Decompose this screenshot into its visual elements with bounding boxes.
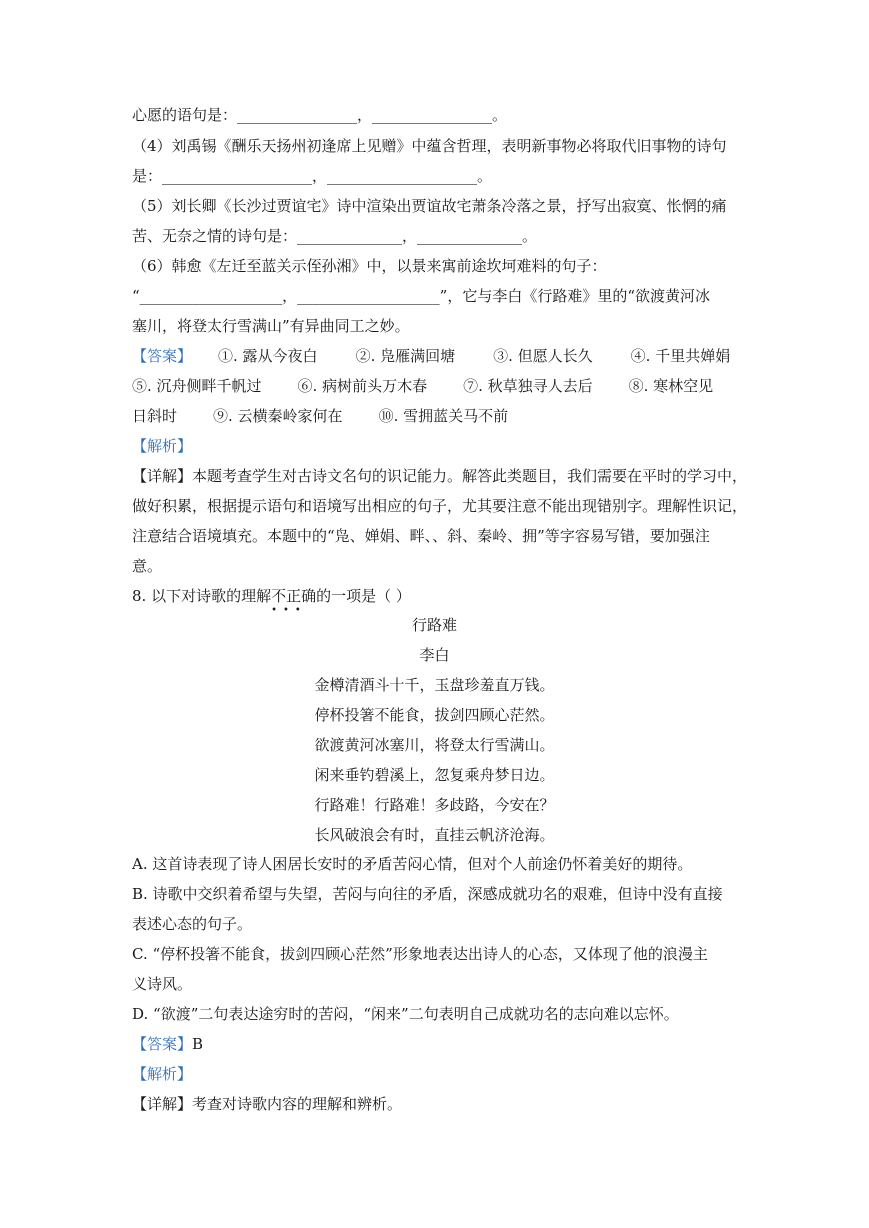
poem-line: 闲来垂钓碧溪上，忽复乘舟梦日边。 <box>314 766 555 784</box>
analysis-tag: 【解析】 <box>132 1065 193 1083</box>
answer8-value: B <box>192 1035 204 1053</box>
analysis7-line-4: 意。 <box>132 557 163 575</box>
option-b-line-1: B. 诗歌中交织着希望与失望，苦闷与向往的矛盾，深感成就功名的艰难，但诗中没有直接 <box>132 885 723 903</box>
q7-part4-line-1: （4）刘禹锡《酬乐天扬州初逢席上见赠》中蕴含哲理，表明新事物必将取代旧事物的诗句 <box>132 137 727 155</box>
answer7-item: ⑩. 雪拥蓝关马不前 <box>378 407 509 425</box>
answer7-item: 日斜时 <box>132 407 178 425</box>
q7-part6-line-1: （6）韩愈《左迁至蓝关示侄孙湘》中，以景来寓前途坎坷难料的句子： <box>132 257 607 275</box>
analysis-tag: 【解析】 <box>132 437 193 455</box>
poem-line: 长风破浪会有时，直挂云帆济沧海。 <box>314 826 555 844</box>
q8-stem-emphasis: 不正确 ••• <box>271 587 316 605</box>
answer7-row-3 <box>132 406 508 426</box>
option-c-line-1: C. “停杯投箸不能食，拔剑四顾心茫然”形象地表达出诗人的心态，又体现了他的浪漫主 <box>132 945 708 963</box>
answer7-item: ②. 凫雁满回塘 <box>355 347 456 365</box>
poem-line: 欲渡黄河冰塞川，将登太行雪满山。 <box>314 736 555 754</box>
poem-line: 停杯投箸不能食，拔剑四顾心茫然。 <box>314 706 555 724</box>
q7-part4-line-2: 是：____________________，____________________。 <box>132 167 493 185</box>
answer7-item: ⑥. 病树前头万木春 <box>297 377 428 395</box>
analysis7-line-1: 【详解】本题考查学生对古诗文名句的识记能力。解答此类题目，我们需要在平时的学习中， <box>132 467 748 485</box>
option-c-line-2: 义诗风。 <box>132 975 193 993</box>
answer7-item: ③. 但愿人长久 <box>493 347 593 365</box>
poem-author: 李白 <box>419 646 450 664</box>
poem-line: 金樽清酒斗十千，玉盘珍羞直万钱。 <box>314 676 555 694</box>
answer-tag: 【答案】 <box>132 347 193 365</box>
answer7-item: ①. 露从今夜白 <box>218 347 318 365</box>
q7-part6-line-3: 塞川，将登太行雪满山”有异曲同工之妙。 <box>132 317 410 335</box>
answer8 <box>132 1034 203 1054</box>
q7-part6-line-2: “___________________，___________________”，它与李白《行路难》里的“欲渡黄河冰 <box>132 287 711 305</box>
emphasis-dots: ••• <box>271 605 307 616</box>
option-a: A. 这首诗表现了诗人困居长安时的矛盾苦闷心情，但对个人前途仍怀着美好的期待。 <box>132 855 693 873</box>
answer7-row-2 <box>132 376 713 396</box>
answer7-item: ⑧. 寒林空见 <box>628 377 714 395</box>
poem-line: 行路难！行路难！多歧路，今安在？ <box>314 796 555 814</box>
answer7-row-1 <box>132 346 730 366</box>
poem-title: 行路难 <box>411 616 457 634</box>
q8-stem-start: 8. 以下对诗歌的理解 <box>132 587 272 605</box>
answer7-item: ⑨. 云横秦岭家何在 <box>213 407 343 425</box>
q7-part5-line-1: （5）刘长卿《长沙过贾谊宅》诗中渲染出贾谊故宅萧条冷落之景，抒写出寂寞、怅惘的痛 <box>132 197 727 215</box>
option-d: D. “欲渡”二句表达途穷时的苦闷，“闲来”二句表明自己成就功名的志向难以忘怀。 <box>132 1005 679 1023</box>
answer-tag: 【答案】 <box>132 1035 193 1053</box>
analysis7-line-2: 做好积累，根据提示语句和语境写出相应的句子，尤其要注意不能出现错别字。理解性识记， <box>132 497 748 515</box>
q7-line-1: 心愿的语句是：________________，________________。 <box>132 106 508 124</box>
analysis8-line-1: 【详解】考查对诗歌内容的理解和辨析。 <box>132 1095 403 1113</box>
q7-part5-line-2: 苦、无奈之情的诗句是：______________，______________。 <box>132 227 538 245</box>
option-b-line-2: 表述心态的句子。 <box>132 915 253 933</box>
answer7-item: ⑦. 秋草独寻人去后 <box>463 377 593 395</box>
q8-stem <box>132 586 411 616</box>
answer7-item: ④. 千里共婵娟 <box>630 347 731 365</box>
q8-stem-end: 的一项是（ ） <box>316 587 411 605</box>
answer7-item: ⑤. 沉舟侧畔千帆过 <box>132 377 262 395</box>
analysis7-line-3: 注意结合语境填充。本题中的“凫、婵娟、畔、、斜、秦岭、拥”等字容易写错，要加强注 <box>132 527 710 545</box>
